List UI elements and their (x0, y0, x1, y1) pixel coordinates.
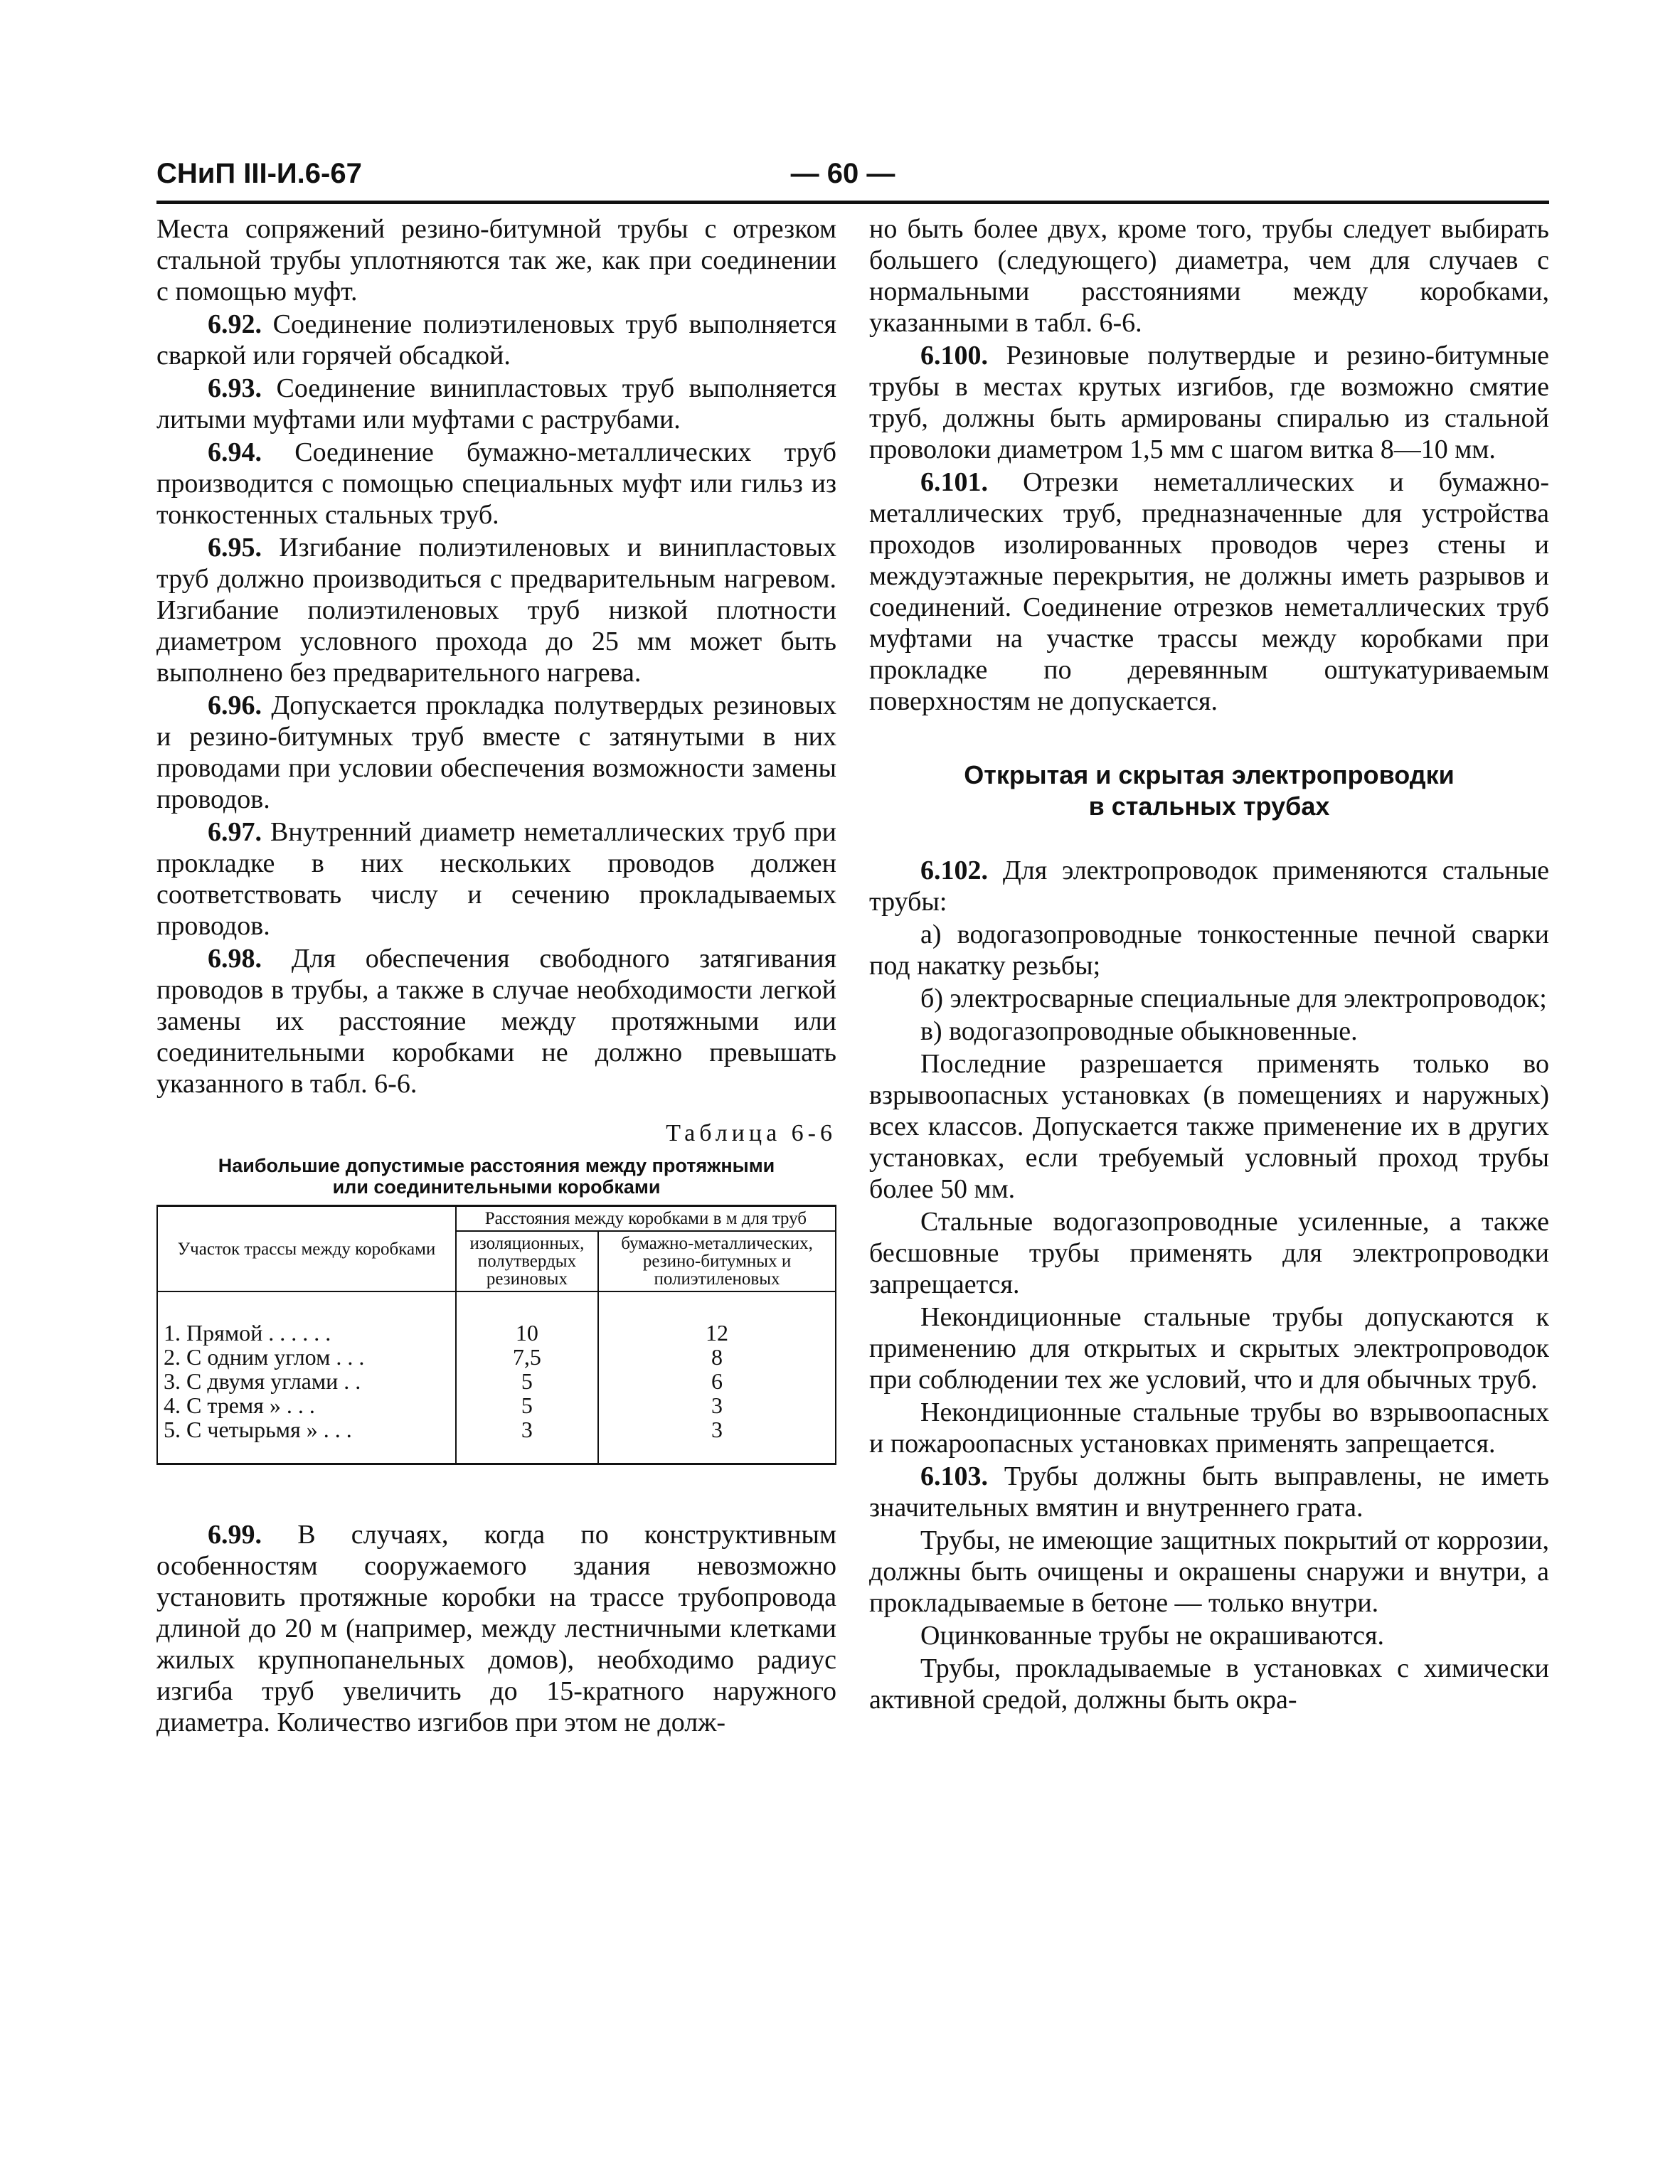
table-caption: Таблица 6-6 (666, 1120, 836, 1146)
clause-number: 6.101. (920, 467, 988, 497)
header-rule (156, 201, 1549, 204)
paragraph: 6.95. Изгибание полиэтиленовых и винипластовых труб должно производиться с предварительным нагревом. Изгибание полиэтиленовых труб низкой плотности диаметром условного прохода до 25 мм может быть выполнено без предварительного нагрева. (156, 533, 836, 688)
paragraph: 6.92. Соединение полиэтиленовых труб выполняется сваркой или горячей обсадкой. (156, 309, 836, 371)
list-item: а) водогазопроводные тонкостенные печной сварки под накатку резьбы; (869, 920, 1549, 981)
paragraph: Некондиционные стальные трубы допускаются к применению для открытых и скрытых электропроводок при соблюдении тех же условий, что и для обычных труб. (869, 1302, 1549, 1395)
header-col-insulating: изоляционных, полутвердых резиновых (456, 1231, 598, 1291)
table-row: 3. С двумя углами . . 5 6 (157, 1369, 836, 1393)
table-title: Наибольшие допустимые расстояния между протяжными или соединительными коробками (218, 1155, 775, 1198)
page-number: — 60 — (790, 158, 895, 189)
clause-number: 6.99. (208, 1520, 262, 1550)
clause-number: 6.92. (208, 309, 262, 339)
clause-number: 6.93. (208, 373, 262, 403)
right-column (869, 213, 1549, 1717)
paragraph: 6.93. Соединение винипластовых труб выполняется литыми муфтами или муфтами с раструбами. (156, 373, 836, 435)
paragraph: 6.97. Внутренний диаметр неметаллических труб при прокладке в них нескольких проводов должен соответствовать числу и сечению прокладываемых проводов. (156, 817, 836, 941)
paragraph: 6.96. Допускается прокладка полутвердых резиновых и резино-битумных труб вместе с затянутыми в них проводами при условии обеспечения возможности замены проводов. (156, 691, 836, 814)
header-col-paper-metal: бумажно-металлических, резино-битумных и полиэтиленовых (598, 1231, 836, 1291)
paragraph: 6.99. В случаях, когда по конструктивным особенностям сооружаемого здания невозможно установить протяжные коробки на трассе трубопровода длиной до 20 м (например, между лестничными клетками жилых крупнопанельных домов), необходимо радиус изгиба труб увеличить до 15-кратного наружного диаметра. Количество изгибов при этом не долж- (156, 1520, 836, 1737)
paragraph: Трубы, не имеющие защитных покрытий от коррозии, должны быть очищены и окрашены снаружи и внутри, а прокладываемые в бетоне — только внутри. (869, 1525, 1549, 1618)
paragraph: Оцинкованные трубы не окрашиваются. (920, 1621, 1385, 1651)
clause-number: 6.100. (920, 341, 988, 371)
paragraph: Места сопряжений резино-битумной трубы с отрезком стальной трубы уплотняются так же, как при соединении с помощью муфт. (156, 214, 836, 307)
table-row: 1. Прямой . . . . . . 10 12 (157, 1291, 836, 1345)
clause-number: 6.94. (208, 437, 262, 467)
clause-number: 6.102. (920, 856, 988, 885)
paragraph: 6.94. Соединение бумажно-металлических труб производится с помощью специальных муфт или гильз из тонкостенных стальных труб. (156, 437, 836, 530)
header-group: Расстояния между коробками в м для труб (456, 1206, 836, 1232)
table-row: 5. С четырьмя » . . . 3 3 (157, 1417, 836, 1464)
paragraph: Трубы, прокладываемые в установках с химически активной средой, должны быть окра- (869, 1653, 1549, 1715)
paragraph: но быть более двух, кроме того, трубы следует выбирать большего (следующего) диаметра, чем для случаев с нормальными расстояниями между коробками, указанными в табл. 6-6. (869, 214, 1549, 338)
list-item: в) водогазопроводные обыкновенные. (920, 1016, 1358, 1046)
paragraph: 6.102. Для электропроводок применяются стальные трубы: (869, 856, 1549, 917)
table-row: 2. С одним углом . . . 7,5 8 (157, 1345, 836, 1369)
paragraph: 6.101. Отрезки неметаллических и бумажно-металлических труб, предназначенные для устройства проходов изолированных проводов через стены и междуэтажные перекрытия, не должны иметь разрывов и соединений. Соединение отрезков неметаллических труб муфтами на участке трассы между коробками при прокладке по деревянным оштукатуриваемым поверхностям не допускается. (869, 467, 1549, 716)
distance-table (156, 1205, 836, 1465)
paragraph: Стальные водогазопроводные усиленные, а также бесшовные трубы применять для электропроводки запрещается. (869, 1207, 1549, 1299)
paragraph: Последние разрешается применять только во взрывоопасных установках (в помещениях и наружных) всех классов. Допускается также применение их в других установках, если требуемый условный проход трубы более 50 мм. (869, 1049, 1549, 1204)
paragraph: 6.100. Резиновые полутвердые и резино-битумные трубы в местах крутых изгибов, где возможно смятие труб, должны быть армированы спиралью из стальной проволоки диаметром 1,5 мм с шагом витка 8—10 мм. (869, 341, 1549, 464)
clause-number: 6.96. (208, 691, 262, 720)
list-item: б) электросварные специальные для электропроводок; (920, 984, 1547, 1013)
left-column (156, 213, 836, 1740)
clause-number: 6.95. (208, 533, 262, 563)
paragraph: 6.98. Для обеспечения свободного затягивания проводов в трубы, а также в случае необходимости легкой замены их расстояние между протяжными или соединительными коробками не должно превышать указанного в табл. 6-6. (156, 944, 836, 1099)
paragraph: Некондиционные стальные трубы во взрывоопасных и пожароопасных установках применять запрещается. (869, 1397, 1549, 1459)
clause-number: 6.103. (920, 1461, 988, 1491)
table-row: 4. С тремя » . . . 5 3 (157, 1393, 836, 1417)
document-code: СНиП III-И.6-67 (156, 158, 362, 189)
section-title: Открытая и скрытая электропроводки в стальных трубах (964, 760, 1455, 821)
paragraph: 6.103. Трубы должны быть выправлены, не иметь значительных вмятин и внутреннего грата. (869, 1461, 1549, 1523)
header-section: Участок трассы между коробками (157, 1206, 456, 1292)
clause-number: 6.97. (208, 817, 262, 847)
clause-number: 6.98. (208, 944, 262, 974)
